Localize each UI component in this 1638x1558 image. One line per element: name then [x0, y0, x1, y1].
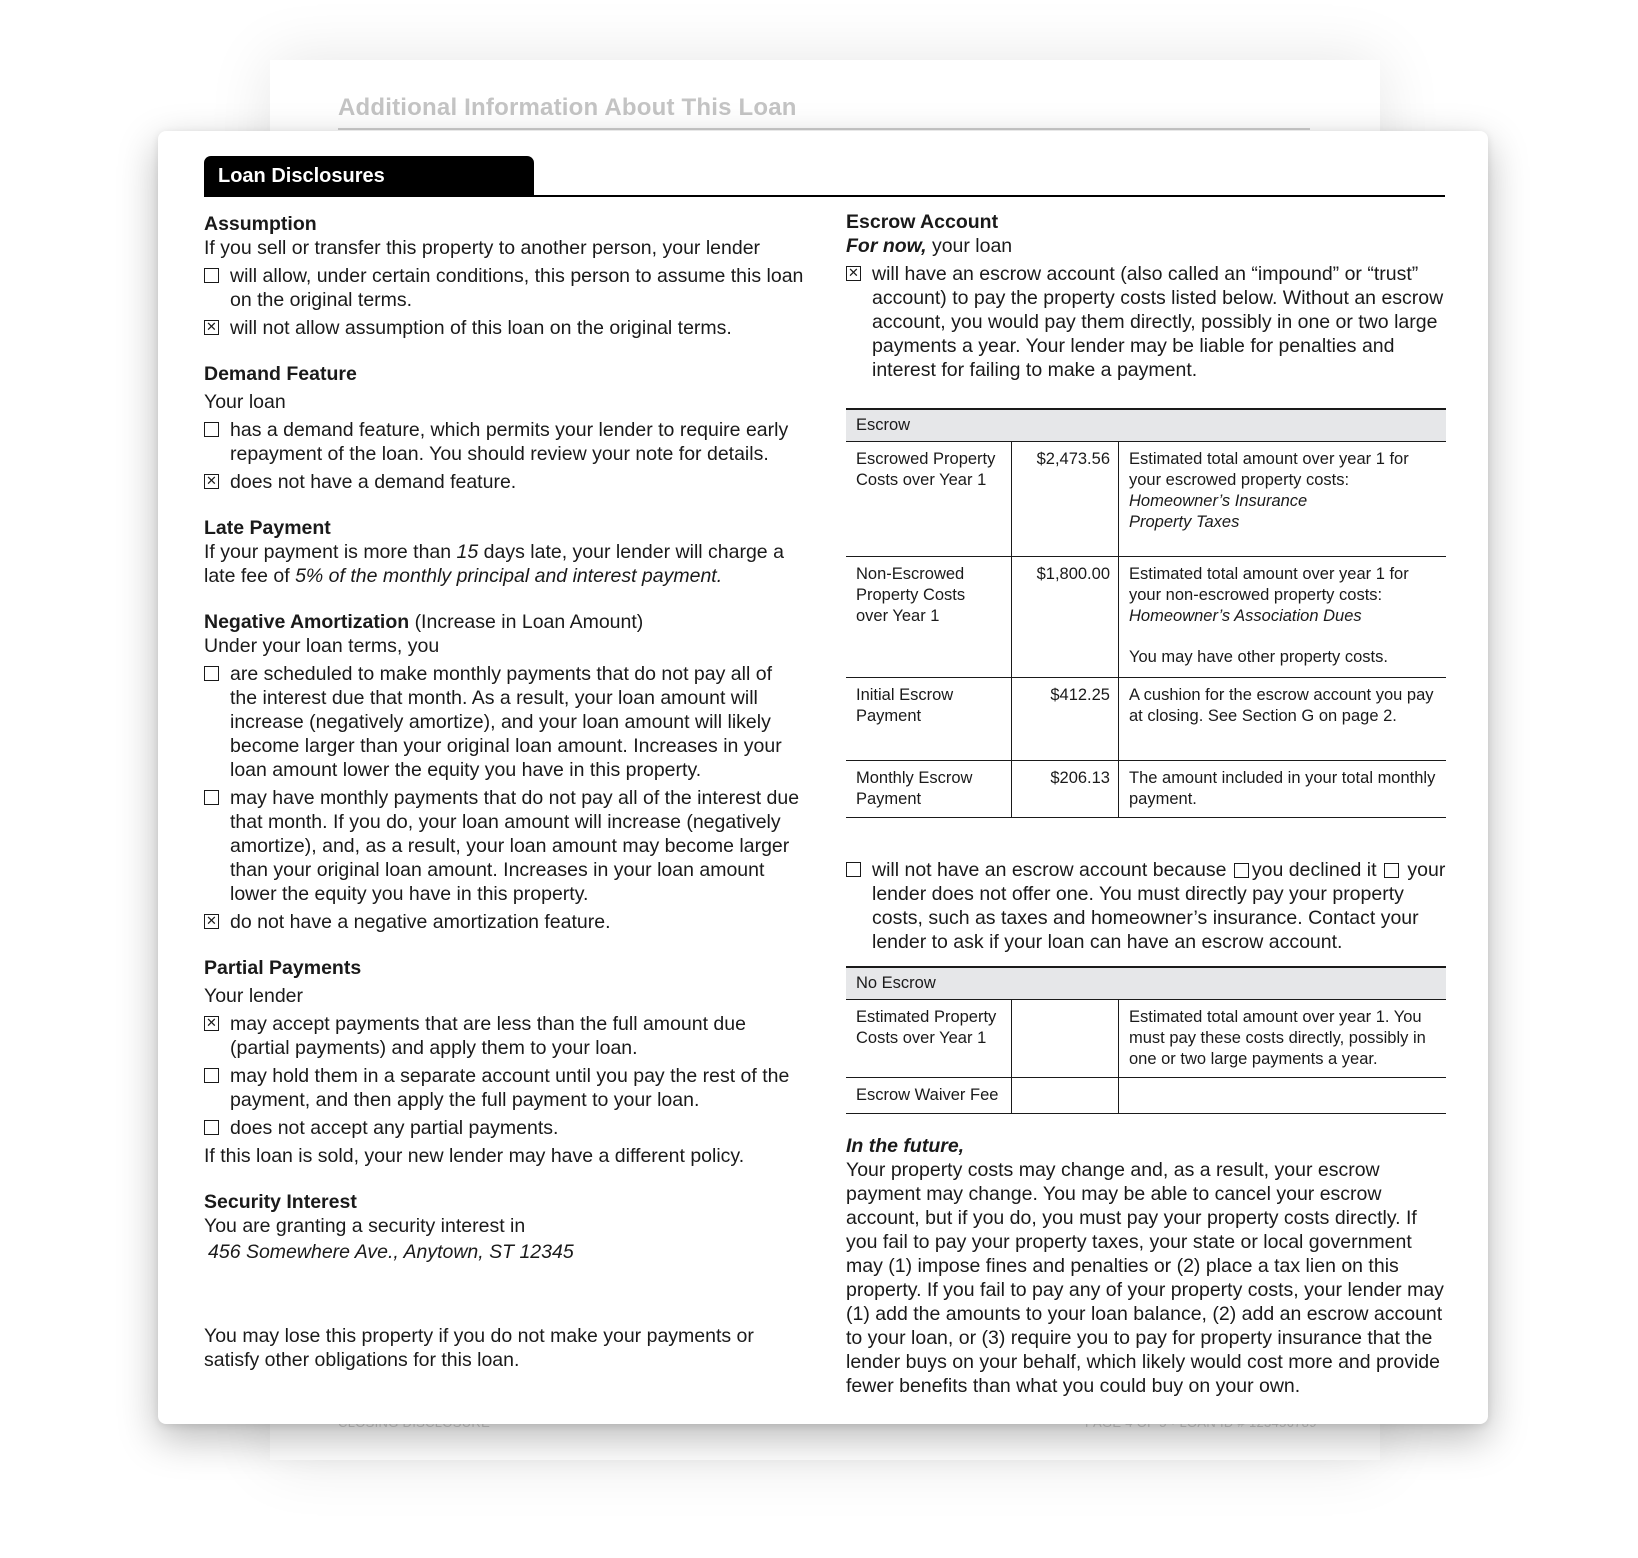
- row-amount: [1012, 1078, 1119, 1114]
- assumption-section: [204, 212, 804, 340]
- security-interest-intro: You are granting a security interest in: [204, 1215, 526, 1237]
- option-text: are scheduled to make monthly payments that do not pay all of the interest due that month. As a result, your loan amount will increase (negatively amortize), and your loan amount will likely become larger than your original loan amount. Increases in your loan amount lower the equity you have in this property.: [230, 663, 782, 781]
- lender-label: your: [1407, 859, 1446, 881]
- negative-amortization-section: [204, 610, 804, 934]
- option-text: may accept payments that are less than the full amount due (partial payments) and apply them to your loan.: [230, 1013, 746, 1059]
- option-text: will not allow assumption of this loan on the original terms.: [230, 317, 732, 339]
- partial-payments-option[interactable]: [204, 1116, 804, 1140]
- row-item: Property Taxes: [1129, 513, 1240, 531]
- negative-amortization-heading: Negative Amortization: [204, 611, 410, 633]
- checkbox[interactable]: [204, 1016, 219, 1031]
- option-text: does not have a demand feature.: [230, 471, 517, 493]
- will-have-escrow-option[interactable]: [846, 262, 1446, 382]
- checkbox[interactable]: [204, 666, 219, 681]
- option-text-2: lender does not offer one. You must directly pay your property costs, such as taxes and homeowner’s insurance. Contact your lender to ask if your loan can have an escrow account.: [872, 883, 1419, 953]
- row-item: Homeowner’s Insurance: [1129, 492, 1308, 510]
- row-description: Estimated total amount over year 1. You must pay these costs directly, possibly in one or two large payments a year.: [1119, 1000, 1447, 1078]
- negative-amortization-option[interactable]: [204, 662, 804, 782]
- demand-feature-intro: Your loan: [204, 391, 286, 413]
- escrow-table-title: Escrow: [846, 409, 1446, 442]
- demand-feature-section: [204, 362, 804, 494]
- row-desc-text: Estimated total amount over year 1 for your escrowed property costs:: [1129, 450, 1409, 489]
- checkbox[interactable]: [846, 862, 861, 877]
- partial-payments-heading: Partial Payments: [204, 957, 362, 979]
- row-item: Homeowner’s Association Dues: [1129, 607, 1362, 625]
- background-page-title: Additional Information About This Loan: [338, 94, 797, 121]
- no-escrow-table-header: [846, 967, 1446, 1000]
- escrow-for-now: [846, 234, 1446, 258]
- late-payment-days: 15: [456, 541, 479, 563]
- late-payment-fee: 5% of the monthly principal and interest payment.: [295, 565, 723, 587]
- will-not-have-escrow-option[interactable]: [846, 858, 1446, 954]
- demand-feature-option[interactable]: [204, 470, 804, 494]
- demand-feature-option[interactable]: [204, 418, 804, 466]
- option-text-1: will not have an escrow account because: [872, 859, 1227, 881]
- table-row: [846, 761, 1446, 818]
- partial-payments-option[interactable]: [204, 1064, 804, 1112]
- row-amount: $2,473.56: [1012, 442, 1119, 557]
- left-column: [204, 212, 804, 1372]
- row-amount: [1012, 1000, 1119, 1078]
- row-label: Estimated Property Costs over Year 1: [846, 1000, 1012, 1078]
- partial-payments-option[interactable]: [204, 1012, 804, 1060]
- late-payment-section: [204, 516, 804, 588]
- right-column: [846, 210, 1446, 1398]
- row-note: You may have other property costs.: [1129, 648, 1388, 666]
- row-desc-text: Estimated total amount over year 1 for your non-escrowed property costs:: [1129, 565, 1409, 604]
- option-text: may hold them in a separate account until you pay the rest of the payment, and then apply the full payment to your loan.: [230, 1065, 790, 1111]
- negative-amortization-heading-suffix: (Increase in Loan Amount): [414, 611, 644, 633]
- row-label: Escrowed Property Costs over Year 1: [846, 442, 1012, 557]
- security-interest-heading: Security Interest: [204, 1191, 357, 1213]
- checkbox[interactable]: [204, 1120, 219, 1135]
- checkbox[interactable]: [204, 474, 219, 489]
- late-payment-heading: Late Payment: [204, 517, 331, 539]
- section-title: Loan Disclosures: [204, 156, 534, 196]
- row-amount: $206.13: [1012, 761, 1119, 818]
- negative-amortization-intro: Under your loan terms, you: [204, 635, 440, 657]
- escrow-table-header: [846, 409, 1446, 442]
- no-escrow-table: [846, 966, 1446, 1114]
- partial-payments-intro: Your lender: [204, 985, 304, 1007]
- no-escrow-table-title: No Escrow: [846, 967, 1446, 1000]
- partial-payments-note: If this loan is sold, your new lender may have a different policy.: [204, 1145, 745, 1167]
- partial-payments-section: [204, 956, 804, 1168]
- assumption-intro: If you sell or transfer this property to another person, your lender: [204, 237, 761, 259]
- late-payment-text: [204, 540, 804, 588]
- negative-amortization-option[interactable]: [204, 910, 804, 934]
- row-label: Monthly Escrow Payment: [846, 761, 1012, 818]
- checkbox[interactable]: [204, 790, 219, 805]
- row-description: [1119, 557, 1447, 678]
- row-label: Initial Escrow Payment: [846, 678, 1012, 761]
- declined-checkbox[interactable]: [1234, 863, 1249, 878]
- background-title-rule: [338, 128, 1310, 130]
- for-now-label: For now,: [846, 235, 927, 257]
- checkbox[interactable]: [846, 266, 861, 281]
- option-text: has a demand feature, which permits your lender to require early repayment of the loan. You should review your note for details.: [230, 419, 789, 465]
- declined-label: you declined it: [1251, 859, 1377, 881]
- future-heading: In the future,: [846, 1135, 965, 1157]
- escrow-table: [846, 408, 1446, 818]
- option-text: will have an escrow account (also called an “impound” or “trust” account) to pay the property costs listed below. Without an escrow account, you would pay them directly, possibly in one or two large payments a year. Your lender may be liable for penalties and interest for failing to make a payment.: [872, 263, 1444, 381]
- option-text: may have monthly payments that do not pay all of the interest due that month. If you do, your loan amount will increase (negatively amortize), and, as a result, your loan amount may become larger than your original loan amount. Increases in your loan amount lower the equity you have in this property.: [230, 787, 800, 905]
- table-row: [846, 442, 1446, 557]
- table-row: [846, 678, 1446, 761]
- row-amount: $1,800.00: [1012, 557, 1119, 678]
- escrow-intro: your loan: [931, 235, 1013, 257]
- checkbox[interactable]: [204, 268, 219, 283]
- security-interest-warning: You may lose this property if you do not make your payments or satisfy other obligations for this loan.: [204, 1325, 754, 1371]
- assumption-heading: Assumption: [204, 213, 317, 235]
- option-text: will allow, under certain conditions, this person to assume this loan on the original terms.: [230, 265, 804, 311]
- row-amount: $412.25: [1012, 678, 1119, 761]
- table-row: [846, 1078, 1446, 1114]
- checkbox[interactable]: [204, 320, 219, 335]
- property-address: 456 Somewhere Ave., Anytown, ST 12345: [208, 1241, 574, 1263]
- checkbox[interactable]: [204, 914, 219, 929]
- row-description: A cushion for the escrow account you pay at closing. See Section G on page 2.: [1119, 678, 1447, 761]
- lender-not-offer-checkbox[interactable]: [1384, 863, 1399, 878]
- section-rule: [204, 195, 1445, 197]
- assumption-option[interactable]: [204, 264, 804, 312]
- assumption-option[interactable]: [204, 316, 804, 340]
- row-description: [1119, 442, 1447, 557]
- negative-amortization-option[interactable]: [204, 786, 804, 906]
- row-description: [1119, 1078, 1447, 1114]
- row-description: The amount included in your total monthly payment.: [1119, 761, 1447, 818]
- future-text: Your property costs may change and, as a result, your escrow payment may change. You may be able to cancel your escrow account, but if you do, you must pay your property costs directly. If you fail to pay your property taxes, your state or local government may (1) impose fines and penalties or (2) place a tax lien on this property. If you fail to pay any of your property costs, your lender may (1) add the amounts to your loan balance, (2) add an escrow account to your loan, or (3) require you to pay for property insurance that the lender buys on your behalf, which likely would cost more and provide fewer benefits than what you could buy on your own.: [846, 1159, 1444, 1397]
- demand-feature-heading: Demand Feature: [204, 363, 357, 385]
- late-payment-text-1: If your payment is more than: [204, 541, 452, 563]
- row-label: Non-Escrowed Property Costs over Year 1: [846, 557, 1012, 678]
- checkbox[interactable]: [204, 1068, 219, 1083]
- row-label: Escrow Waiver Fee: [846, 1078, 1012, 1114]
- negative-amortization-title: [204, 610, 804, 634]
- table-row: [846, 1000, 1446, 1078]
- security-interest-section: [204, 1190, 804, 1372]
- option-text: do not have a negative amortization feature.: [230, 911, 611, 933]
- option-text: does not accept any partial payments.: [230, 1117, 559, 1139]
- checkbox[interactable]: [204, 422, 219, 437]
- table-row: [846, 557, 1446, 678]
- escrow-account-heading: Escrow Account: [846, 211, 999, 233]
- late-payment-text-2: days late, your lender will charge a late fee of: [204, 541, 784, 587]
